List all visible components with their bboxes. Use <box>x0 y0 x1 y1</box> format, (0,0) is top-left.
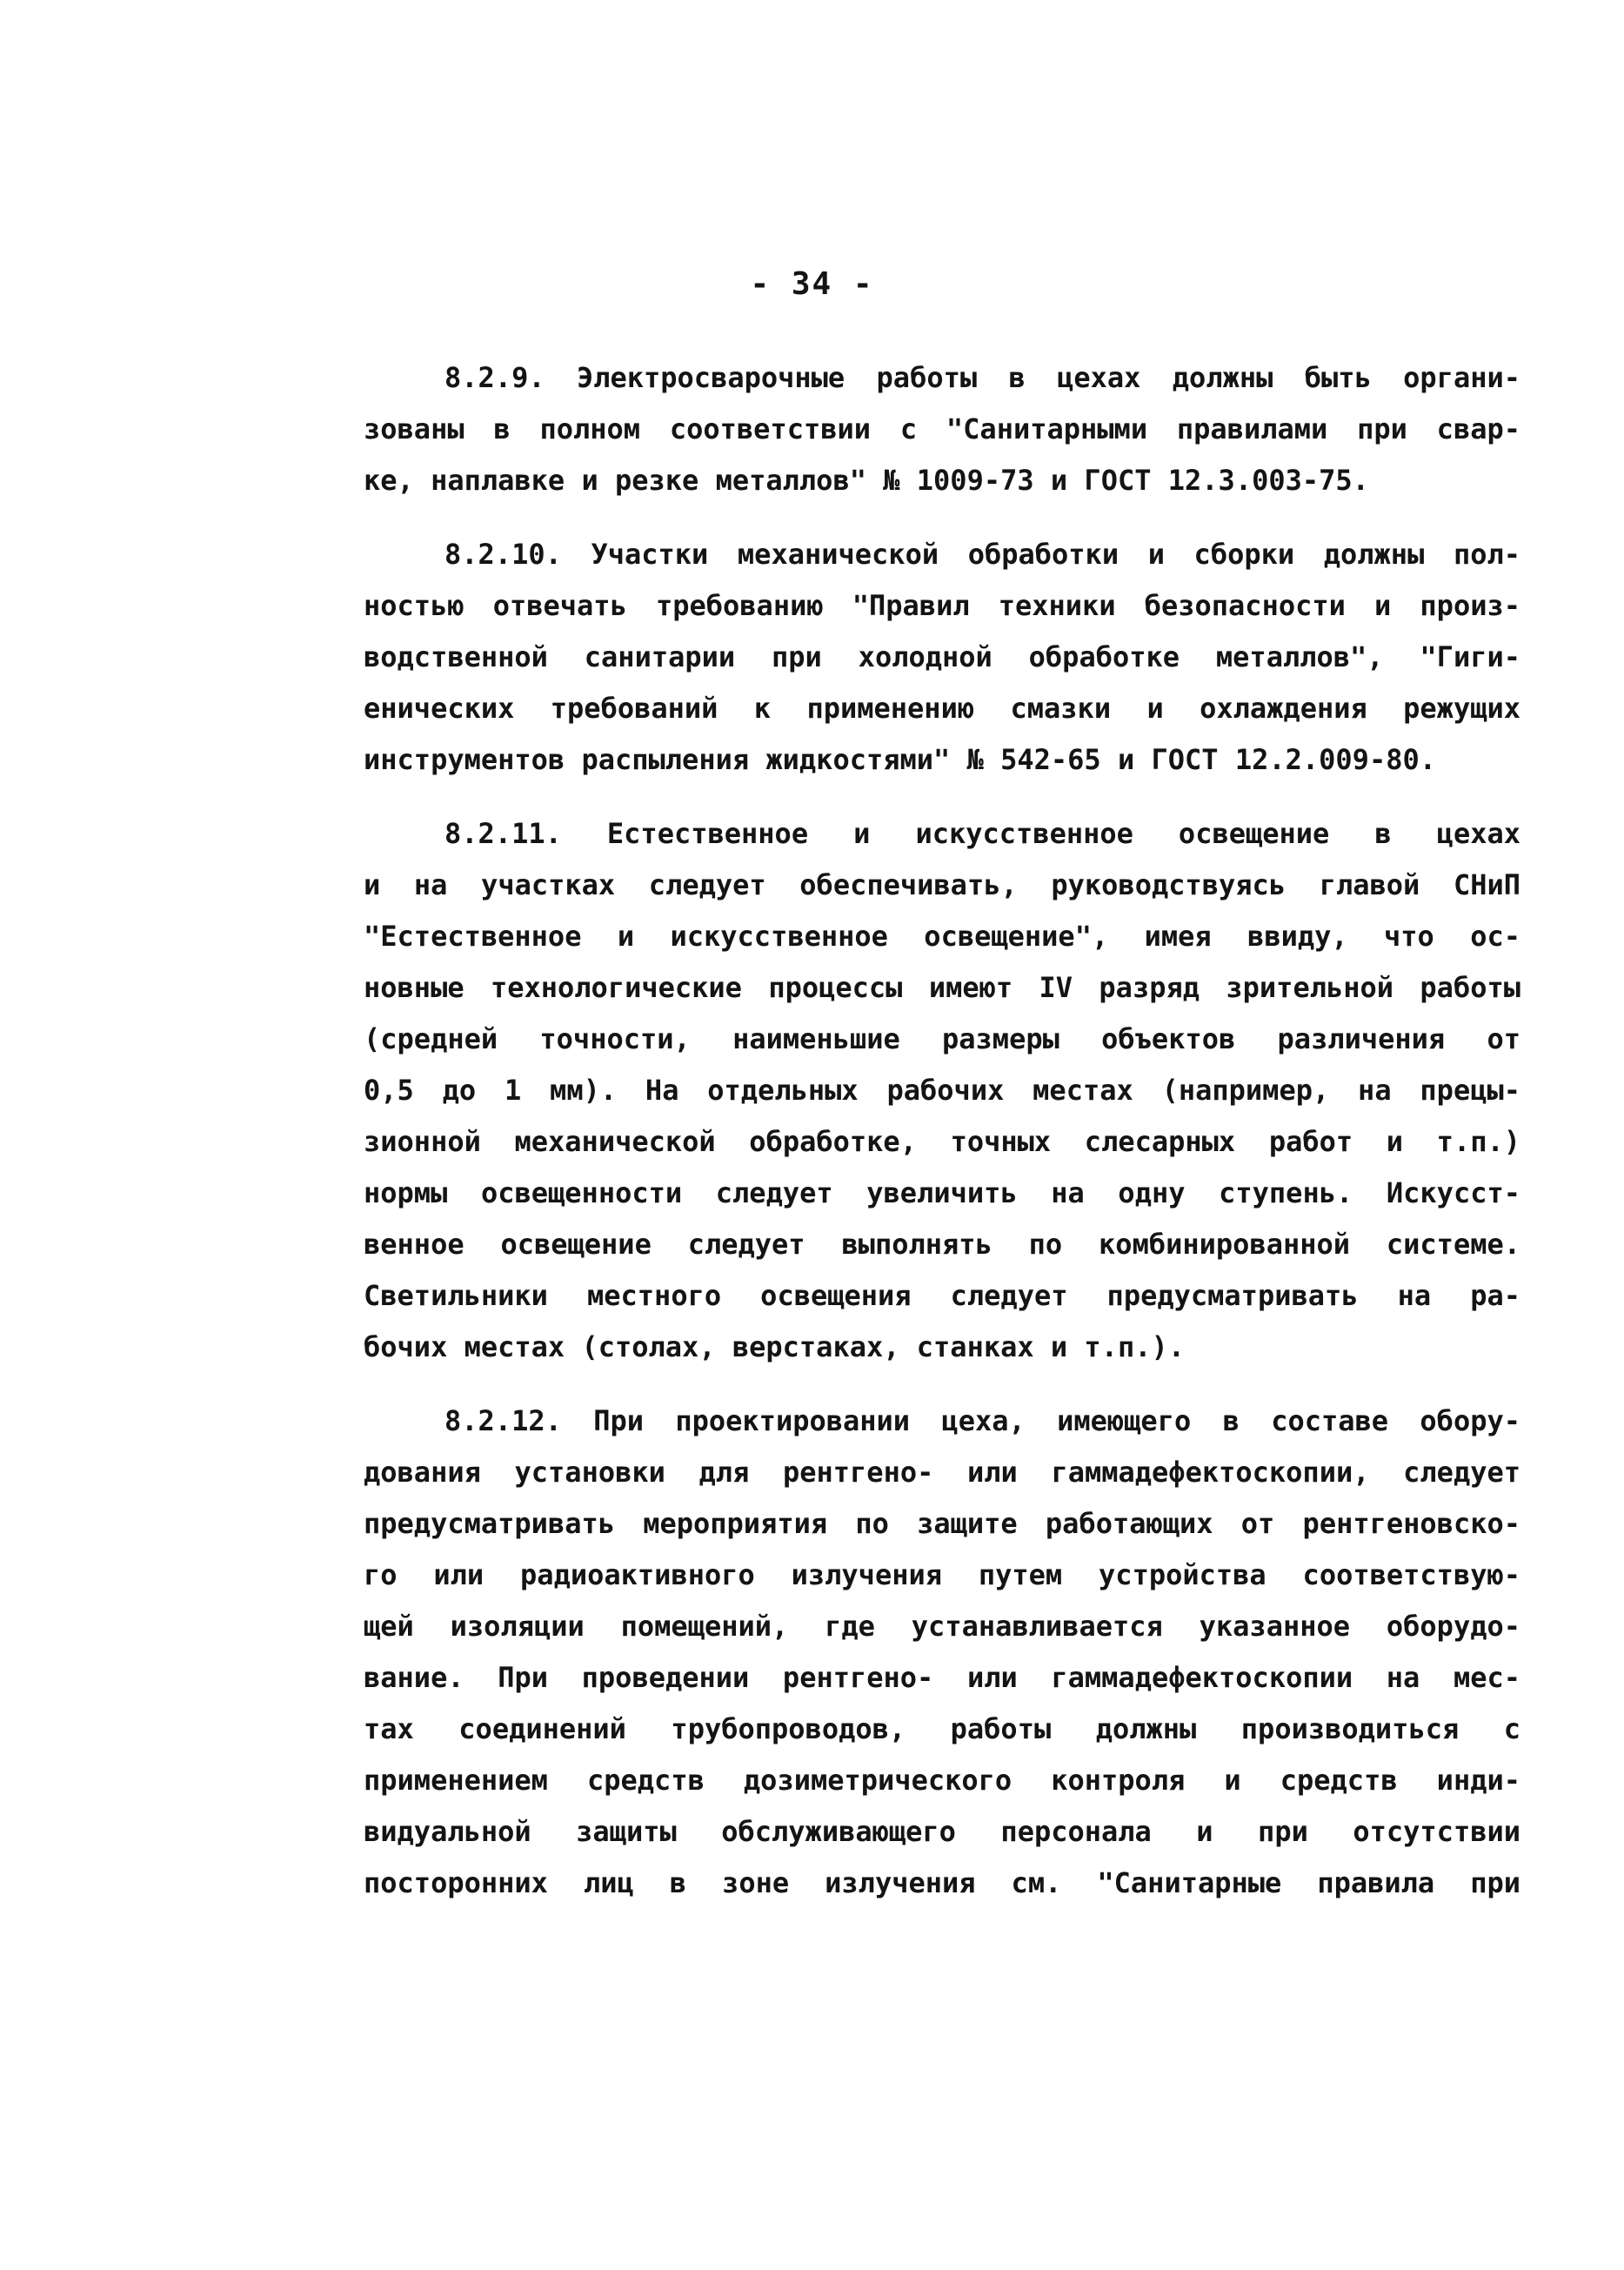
text-line: вание. При проведении рентгено- или гаммадефектоскопии на мес- <box>364 1661 1520 1694</box>
document-body <box>364 352 1520 1909</box>
paragraph-8-2-10 <box>364 529 1520 786</box>
text-line: применением средств дозиметрического контроля и средств инди- <box>364 1764 1520 1797</box>
text-line: 0,5 до 1 мм). На отдельных рабочих местах (например, на прецы- <box>364 1074 1520 1107</box>
text-line: видуальной защиты обслуживающего персонала и при отсутствии <box>364 1815 1520 1848</box>
text-line: го или радиоактивного излучения путем устройства соответствую- <box>364 1558 1520 1591</box>
page-number: - 34 - <box>750 266 874 302</box>
paragraph-8-2-12 <box>364 1396 1520 1909</box>
text-line: нормы освещенности следует увеличить на одну ступень. Искусст- <box>364 1176 1520 1209</box>
text-line: предусматривать мероприятия по защите работающих от рентгеновско- <box>364 1507 1520 1540</box>
text-line: венное освещение следует выполнять по комбинированной системе. <box>364 1228 1520 1261</box>
text-line: (средней точности, наименьшие размеры объектов различения от <box>364 1022 1520 1055</box>
paragraph-gap <box>364 786 1520 808</box>
text-line: и на участках следует обеспечивать, руководствуясь главой СНиП <box>364 868 1520 901</box>
text-line: тах соединений трубопроводов, работы должны производиться с <box>364 1712 1520 1745</box>
text-line: "Естественное и искусственное освещение", имея ввиду, что ос- <box>364 920 1520 953</box>
paragraph-gap <box>364 506 1520 529</box>
text-line: дования установки для рентгено- или гаммадефектоскопии, следует <box>364 1456 1520 1489</box>
text-line: зионной механической обработке, точных слесарных работ и т.п.) <box>364 1125 1520 1158</box>
text-line: 8.2.9. Электросварочные работы в цехах должны быть органи- <box>444 361 1520 394</box>
text-line: енических требований к применению смазки и охлаждения режущих <box>364 692 1520 725</box>
paragraph-8-2-9 <box>364 352 1520 506</box>
paragraph-gap <box>364 1373 1520 1396</box>
text-line: бочих местах (столах, верстаках, станках и т.п.). <box>364 1330 1186 1363</box>
text-line: ностью отвечать требованию "Правил техники безопасности и произ- <box>364 589 1520 622</box>
paragraph-8-2-11 <box>364 808 1520 1373</box>
text-line: посторонних лиц в зоне излучения см. "Санитарные правила при <box>364 1866 1520 1899</box>
text-line: водственной санитарии при холодной обработке металлов", "Гиги- <box>364 640 1520 673</box>
text-line: ке, наплавке и резке металлов" № 1009-73 и ГОСТ 12.3.003-75. <box>364 464 1369 497</box>
text-line: зованы в полном соответствии с "Санитарными правилами при свар- <box>364 412 1520 445</box>
text-line: 8.2.10. Участки механической обработки и сборки должны пол- <box>444 538 1520 571</box>
text-line: новные технологические процессы имеют IV разряд зрительной работы <box>364 971 1520 1004</box>
text-line: 8.2.12. При проектировании цеха, имеющего в составе обору- <box>444 1404 1520 1437</box>
text-line: инструментов распыления жидкостями" № 542-65 и ГОСТ 12.2.009-80. <box>364 743 1436 776</box>
text-line: щей изоляции помещений, где устанавливается указанное оборудо- <box>364 1610 1520 1643</box>
text-line: 8.2.11. Естественное и искусственное освещение в цехах <box>444 817 1520 850</box>
text-line: Светильники местного освещения следует предусматривать на ра- <box>364 1279 1520 1312</box>
